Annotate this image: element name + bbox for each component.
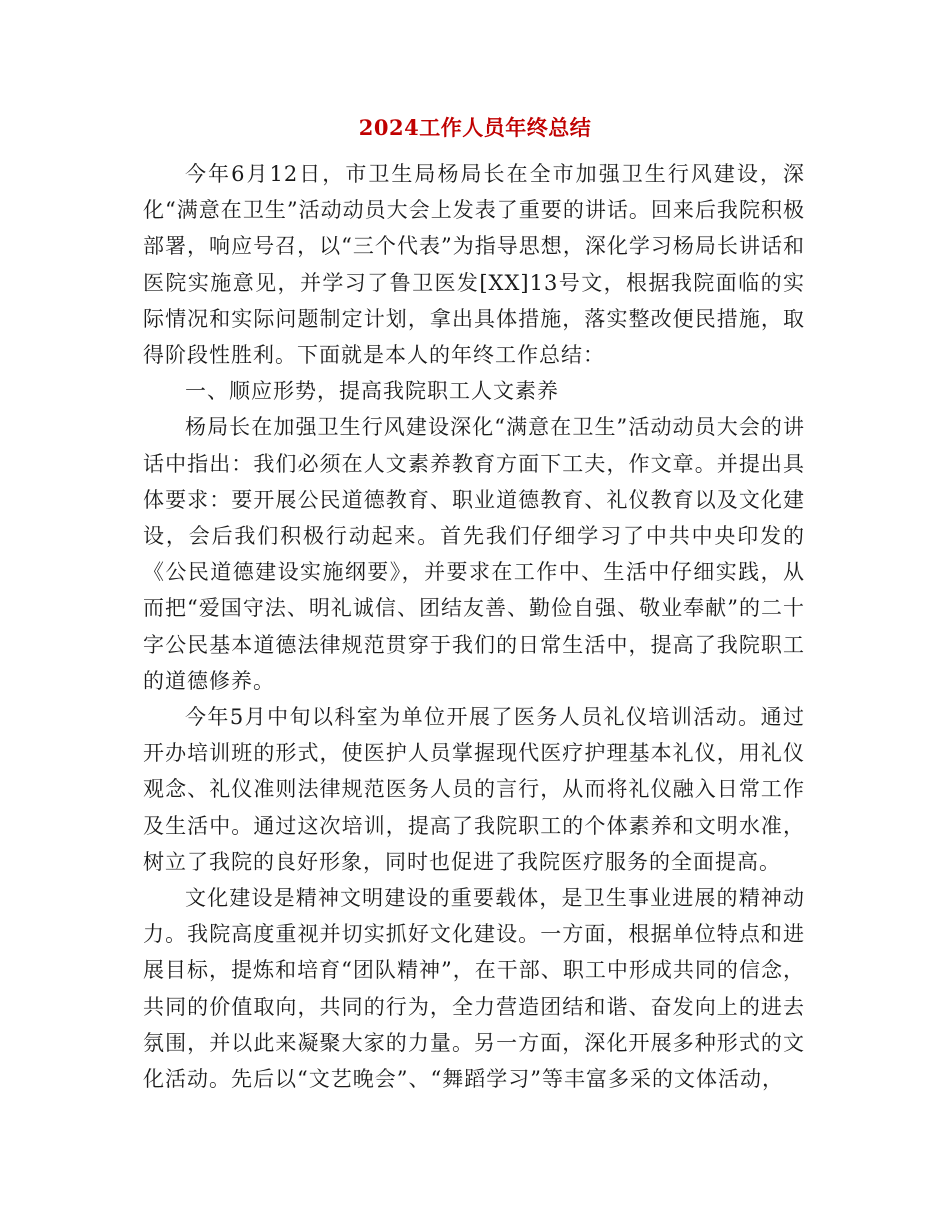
paragraph-ethics: 杨局长在加强卫生行风建设深化“满意在卫生”活动动员大会的讲话中指出：我们必须在人文素养教育方面下工夫，作文章。并提出具体要求：要开展公民道德教育、职业道德教育、礼仪教育以及文化建设，会后我们积极行动起来。首先我们仔细学习了中共中央印发的《公民道德建设实施纲要》，并要求在工作中、生活中仔细实践，从而把“爱国守法、明礼诚信、团结友善、勤俭自强、敬业奉献”的二十字公民基本道德法律规范贯穿于我们的日常生活中，提高了我院职工的道德修养。 <box>143 415 805 693</box>
section-heading: 一、顺应形势，提高我院职工人文素养 <box>185 379 559 404</box>
document-body <box>143 156 805 1097</box>
paragraph-etiquette: 今年5月中旬以科室为单位开展了医务人员礼仪培训活动。通过开办培训班的形式，使医护人员掌握现代医疗护理基本礼仪，用礼仪观念、礼仪准则法律规范医务人员的言行，从而将礼仪融入日常工作及生活中。通过这次培训，提高了我院职工的个体素养和文明水准，树立了我院的良好形象，同时也促进了我院医疗服务的全面提高。 <box>143 705 805 874</box>
paragraph-culture: 文化建设是精神文明建设的重要载体，是卫生事业进展的精神动力。我院高度重视并切实抓好文化建设。一方面，根据单位特点和进展目标，提炼和培育“团队精神”，在干部、职工中形成共同的信念，共同的价值取向，共同的行为，全力营造团结和谐、奋发向上的进去氛围，并以此来凝聚大家的力量。另一方面，深化开展多种形式的文化活动。先后以“文艺晚会”、“舞蹈学习”等丰富多采的文体活动， <box>143 886 805 1092</box>
paragraph-intro: 今年6月12日，市卫生局杨局长在全市加强卫生行风建设，深化“满意在卫生”活动动员大会上发表了重要的讲话。回来后我院积极部署，响应号召，以“三个代表”为指导思想，深化学习杨局长讲话和医院实施意见，并学习了鲁卫医发[XX]13号文，根据我院面临的实际情况和实际问题制定计划，拿出具体措施，落实整改便民措施，取得阶段性胜利。下面就是本人的年终工作总结： <box>143 162 805 368</box>
document-title: 2024工作人员年终总结 <box>358 115 592 140</box>
